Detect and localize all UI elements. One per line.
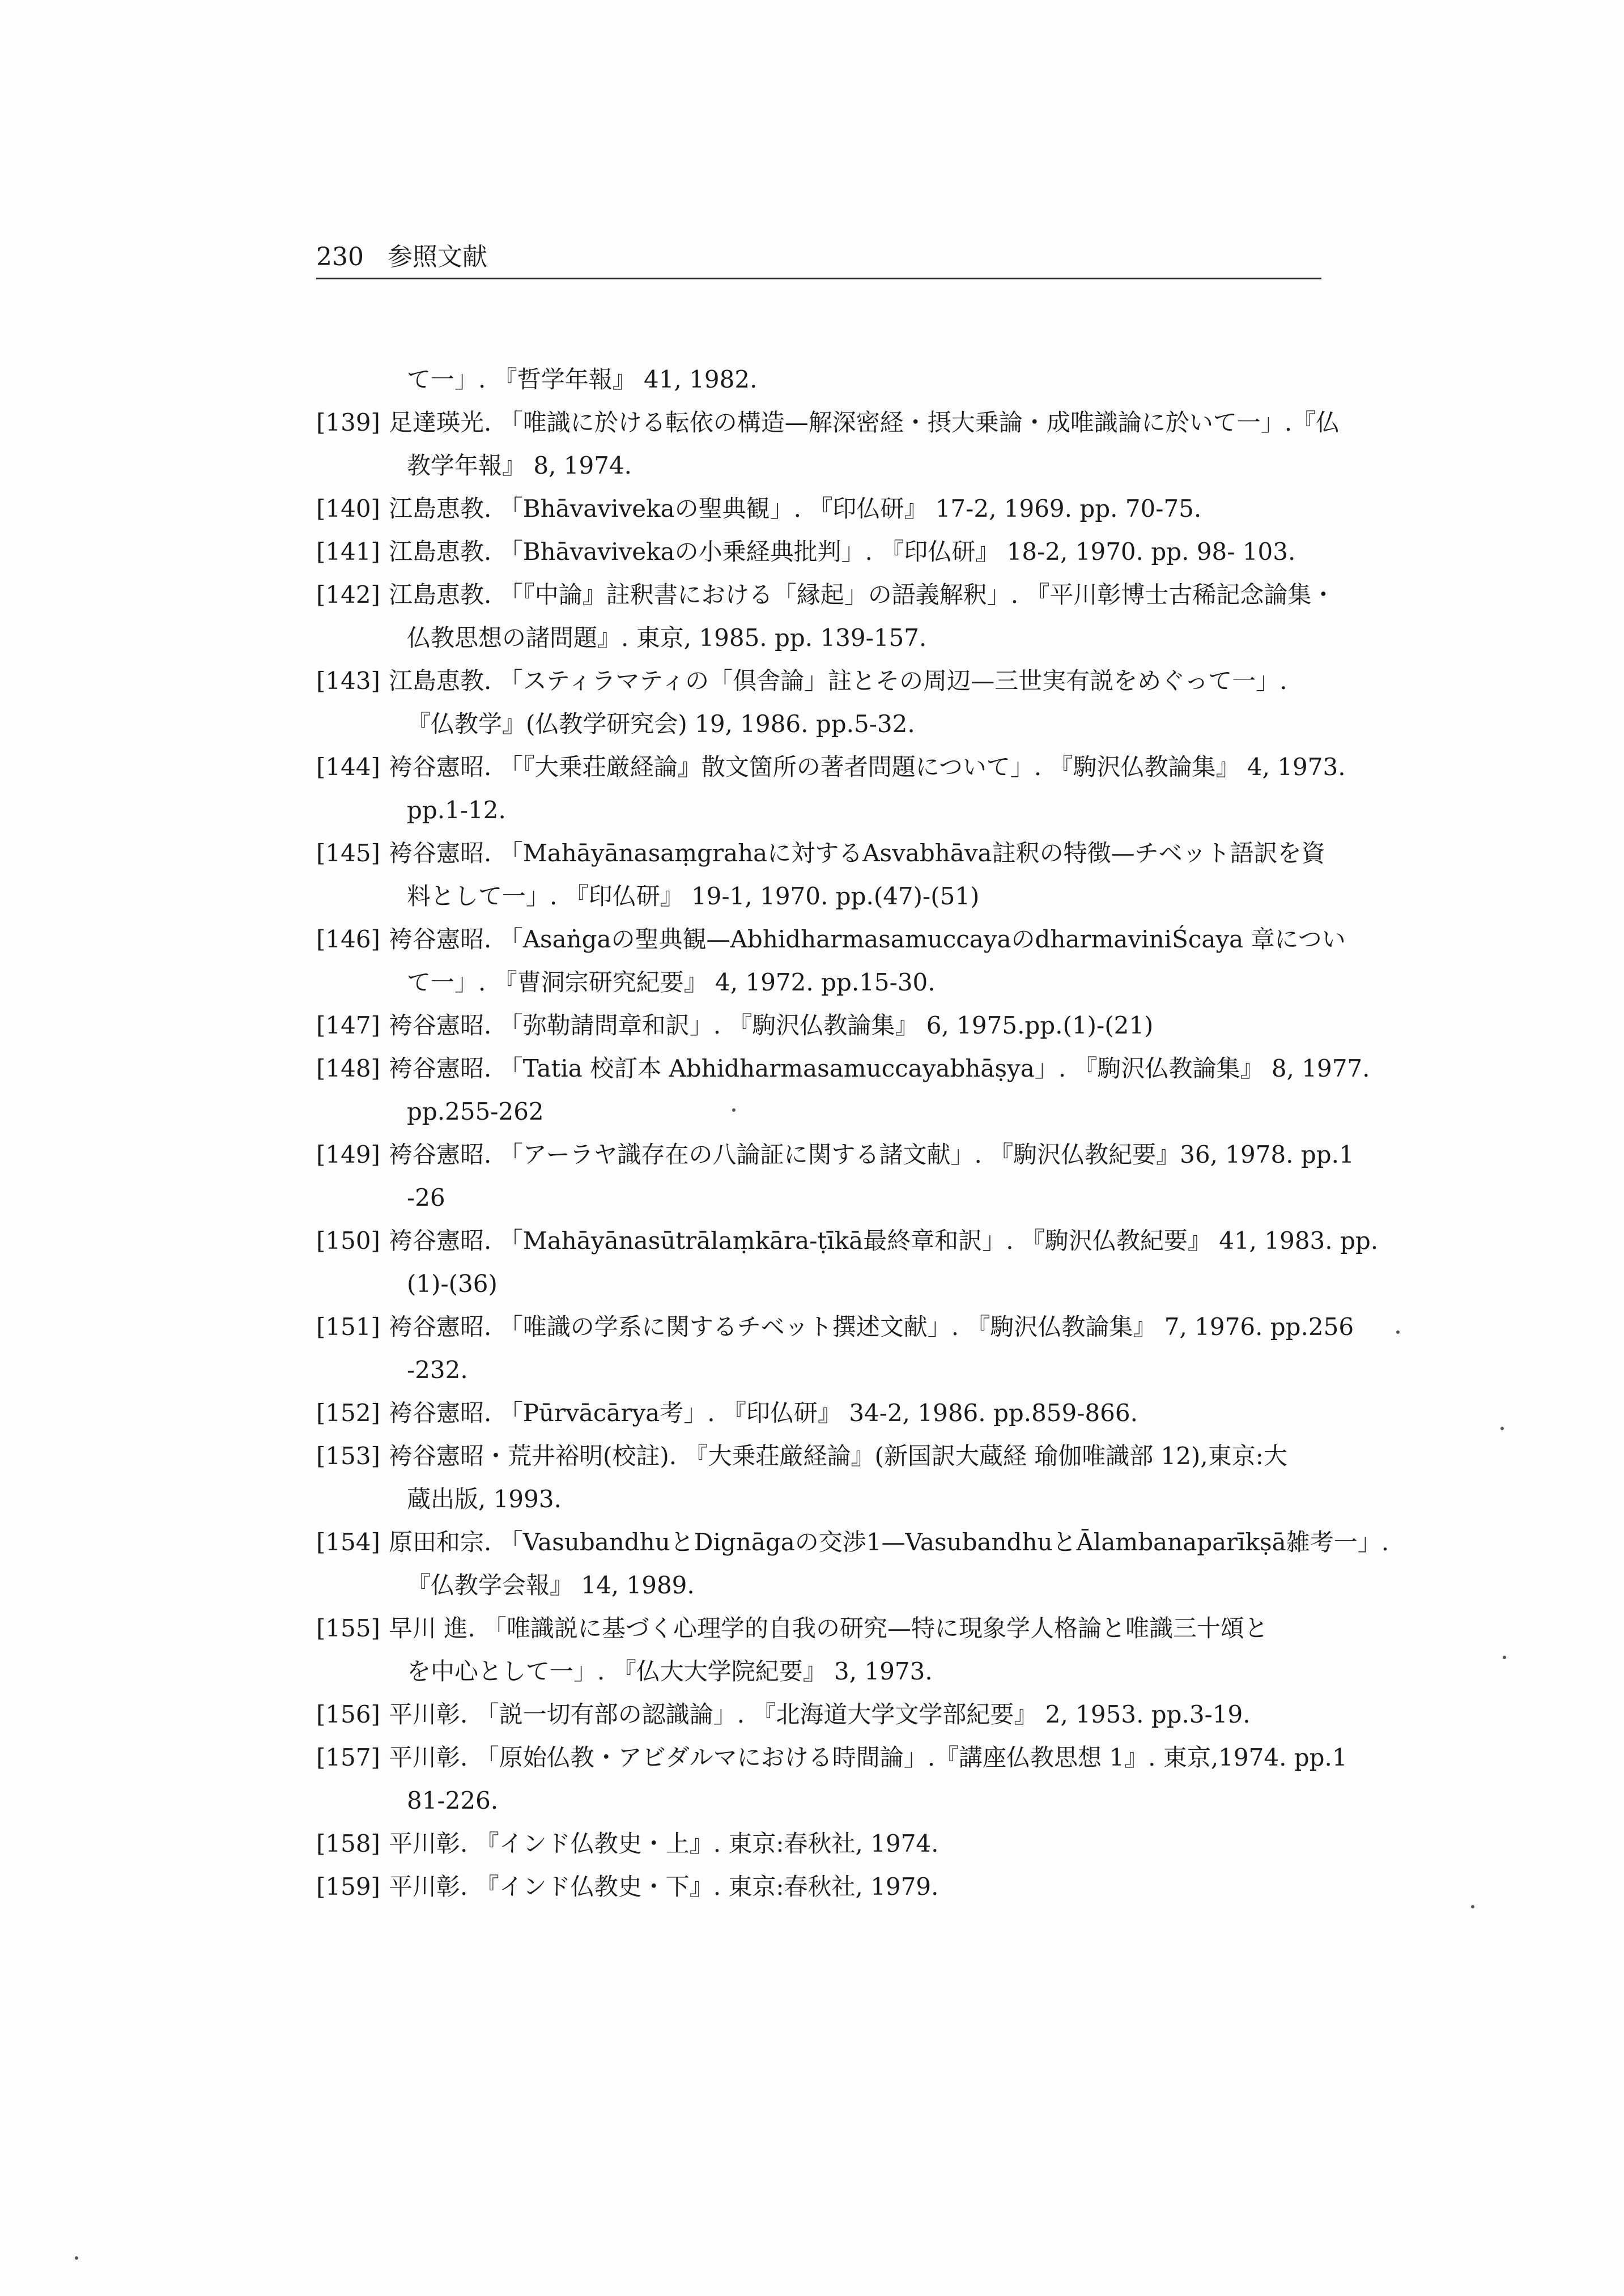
reference-continuation-line: 料として一」. 『印仏研』 19-1, 1970. pp.(47)-(51) <box>407 882 980 910</box>
reference-text: 袴谷憲昭. 「アーラヤ識存在の八論証に関する諸文献」. 『駒沢仏教紀要』36, 1978. pp.1 <box>389 1141 1354 1168</box>
reference-text: 足達瑛光. 「唯識に於ける転依の構造—解深密経・摂大乗論・成唯識論に於いて一」.『仏 <box>389 409 1340 436</box>
reference-text: 袴谷憲昭. 「Tatia 校訂本 Abhidharmasamuccayabhāṣya」. 『駒沢仏教論集』 8, 1977. <box>389 1055 1370 1082</box>
reference-text: 袴谷憲昭・荒井裕明(校註). 『大乗荘厳経論』(新国訳大蔵経 瑜伽唯識部 12),東京:大 <box>389 1442 1287 1470</box>
reference-text: 袴谷憲昭. 「Mahāyānasūtrālaṃkāra-ṭīkā最終章和訳」. 『駒沢仏教紀要』 41, 1983. pp. <box>389 1227 1379 1255</box>
reference-number: [147] <box>316 1011 380 1039</box>
reference-number: [156] <box>316 1700 380 1728</box>
reference-first-line <box>316 573 1342 616</box>
reference-first-line <box>316 1736 1347 1779</box>
running-header <box>316 240 1321 279</box>
reference-entry <box>316 746 1346 832</box>
reference-text: 袴谷憲昭. 「Mahāyānasaṃgrahaに対するAsvabhāva註釈の特徴—チベット語訳を資 <box>389 839 1325 867</box>
reference-continuation-line: pp.1-12. <box>407 796 506 824</box>
reference-number: [151] <box>316 1313 380 1341</box>
reference-first-line <box>316 1392 1342 1435</box>
scan-speck <box>1396 1330 1400 1334</box>
reference-number: [148] <box>316 1055 380 1082</box>
reference-continuation-line: -232. <box>407 1356 468 1384</box>
reference-first-line <box>316 746 1346 789</box>
reference-number: [145] <box>316 839 380 867</box>
reference-entry <box>316 1865 1342 1908</box>
reference-entry <box>316 1219 1379 1306</box>
reference-text: 江島恵教. 「スティラマティの「倶舎論」註とその周辺—三世実有説をめぐって一」. <box>389 667 1287 695</box>
reference-continuation-line: (1)-(36) <box>407 1270 498 1298</box>
reference-number: [146] <box>316 925 380 953</box>
reference-continuation-line: pp.255-262 <box>407 1098 544 1125</box>
scan-speck <box>732 1108 736 1112</box>
reference-entry <box>316 1736 1347 1822</box>
reference-number: [149] <box>316 1141 380 1168</box>
reference-first-line <box>316 1306 1354 1349</box>
reference-entry <box>316 1435 1342 1521</box>
page-title: 参照文献 <box>387 243 487 271</box>
reference-continuation-line: て一」. 『曹洞宗研究紀要』 4, 1972. pp.15-30. <box>407 968 936 996</box>
reference-text: 平川彰. 『インド仏教史・下』. 東京:春秋社, 1979. <box>389 1873 939 1900</box>
reference-number: [143] <box>316 667 380 695</box>
reference-entry <box>316 1521 1389 1607</box>
reference-text: 袴谷憲昭. 「弥勒請問章和訳」. 『駒沢仏教論集』 6, 1975.pp.(1)-(21) <box>389 1011 1154 1039</box>
reference-number: [139] <box>316 409 380 436</box>
reference-number: [150] <box>316 1227 380 1255</box>
reference-text: 袴谷憲昭. 「Pūrvācārya考」. 『印仏研』 34-2, 1986. pp.859-866. <box>389 1399 1138 1427</box>
reference-entry <box>316 487 1342 530</box>
reference-first-line <box>316 487 1342 530</box>
reference-list <box>316 358 1389 1908</box>
reference-number: [154] <box>316 1528 380 1556</box>
reference-first-line <box>316 918 1346 961</box>
reference-number: [158] <box>316 1830 380 1857</box>
reference-entry <box>316 573 1342 660</box>
reference-continuation-line: 教学年報』 8, 1974. <box>407 452 632 479</box>
reference-continuation-line: 『仏教学会報』 14, 1989. <box>407 1571 695 1599</box>
reference-first-line <box>316 660 1342 703</box>
reference-continuation-line: 蔵出版, 1993. <box>407 1485 562 1513</box>
continuation-line: て一」. 『哲学年報』 41, 1982. <box>407 365 758 393</box>
reference-text: 江島恵教. 「Bhāvavivekaの小乗経典批判」. 『印仏研』 18-2, 1970. pp. 98- 103. <box>389 538 1296 566</box>
reference-entry <box>316 530 1342 573</box>
reference-text: 原田和宗. 「VasubandhuとDignāgaの交渉1—VasubandhuとĀlambanaparīkṣā雑考一」. <box>389 1528 1389 1556</box>
reference-continuation-line: 仏教思想の諸問題』. 東京, 1985. pp. 139-157. <box>407 624 927 652</box>
reference-first-line <box>316 1865 1342 1908</box>
reference-entry <box>316 401 1342 487</box>
scan-speck <box>1471 1905 1474 1908</box>
reference-number: [152] <box>316 1399 380 1427</box>
reference-text: 平川彰. 『インド仏教史・上』. 東京:春秋社, 1974. <box>389 1830 939 1857</box>
reference-text: 平川彰. 「原始仏教・アビダルマにおける時間論」.『講座仏教思想 1』. 東京,1974. pp.1 <box>389 1744 1347 1771</box>
reference-first-line <box>316 401 1342 444</box>
reference-entries <box>316 401 1389 1908</box>
reference-number: [141] <box>316 538 380 566</box>
reference-number: [140] <box>316 495 380 522</box>
reference-first-line <box>316 1219 1379 1262</box>
reference-number: [159] <box>316 1873 380 1900</box>
reference-number: [142] <box>316 581 380 609</box>
reference-text: 江島恵教. 「『中論』註釈書における「縁起」の語義解釈」. 『平川彰博士古稀記念論集・ <box>389 581 1336 609</box>
scan-speck <box>75 2256 78 2260</box>
reference-first-line <box>316 1693 1342 1736</box>
reference-entry <box>316 1004 1342 1047</box>
reference-continuation-line: を中心として一」. 『仏大大学院紀要』 3, 1973. <box>407 1657 933 1685</box>
reference-text: 平川彰. 「説一切有部の認識論」. 『北海道大学文学部紀要』 2, 1953. pp.3-19. <box>389 1700 1251 1728</box>
scan-speck <box>1500 1427 1504 1430</box>
page-number: 230 <box>316 243 364 271</box>
reference-first-line <box>316 1004 1342 1047</box>
reference-first-line <box>316 1521 1389 1564</box>
reference-entry <box>316 918 1346 1004</box>
reference-first-line <box>316 1047 1370 1090</box>
reference-text: 袴谷憲昭. 「『大乗荘厳経論』散文箇所の著者問題について」. 『駒沢仏教論集』 4, 1973. <box>389 753 1346 781</box>
reference-continuation-line: -26 <box>407 1184 445 1211</box>
reference-number: [157] <box>316 1744 380 1771</box>
reference-text: 江島恵教. 「Bhāvavivekaの聖典観」. 『印仏研』 17-2, 1969. pp. 70-75. <box>389 495 1202 522</box>
reference-entry <box>316 1693 1342 1736</box>
scan-speck <box>1503 1656 1506 1659</box>
reference-number: [153] <box>316 1442 380 1470</box>
reference-entry <box>316 1133 1354 1219</box>
reference-first-line <box>316 1133 1354 1176</box>
reference-first-line <box>316 1607 1342 1650</box>
reference-first-line <box>316 832 1342 875</box>
reference-entry <box>316 660 1342 746</box>
reference-text: 早川 進. 「唯識説に基づく心理学的自我の研究—特に現象学人格論と唯識三十頌と <box>389 1614 1269 1642</box>
reference-entry <box>316 1607 1342 1693</box>
reference-text: 袴谷憲昭. 「唯識の学系に関するチベット撰述文献」. 『駒沢仏教論集』 7, 1976. pp.256 <box>389 1313 1354 1341</box>
reference-entry <box>316 1822 1342 1865</box>
reference-continuation-line: 『仏教学』(仏教学研究会) 19, 1986. pp.5-32. <box>407 710 915 738</box>
reference-entry <box>316 1306 1354 1392</box>
reference-text: 袴谷憲昭. 「Asaṅgaの聖典観—AbhidharmasamuccayaのdharmaviniŚcaya 章につい <box>389 925 1346 953</box>
reference-first-line <box>316 1822 1342 1865</box>
reference-entry <box>316 832 1342 918</box>
reference-continuation-line: 81-226. <box>407 1787 499 1814</box>
reference-first-line <box>316 530 1342 573</box>
reference-number: [144] <box>316 753 380 781</box>
reference-entry <box>316 1392 1342 1435</box>
reference-first-line <box>316 1435 1342 1478</box>
reference-number: [155] <box>316 1614 380 1642</box>
reference-entry <box>316 1047 1370 1133</box>
